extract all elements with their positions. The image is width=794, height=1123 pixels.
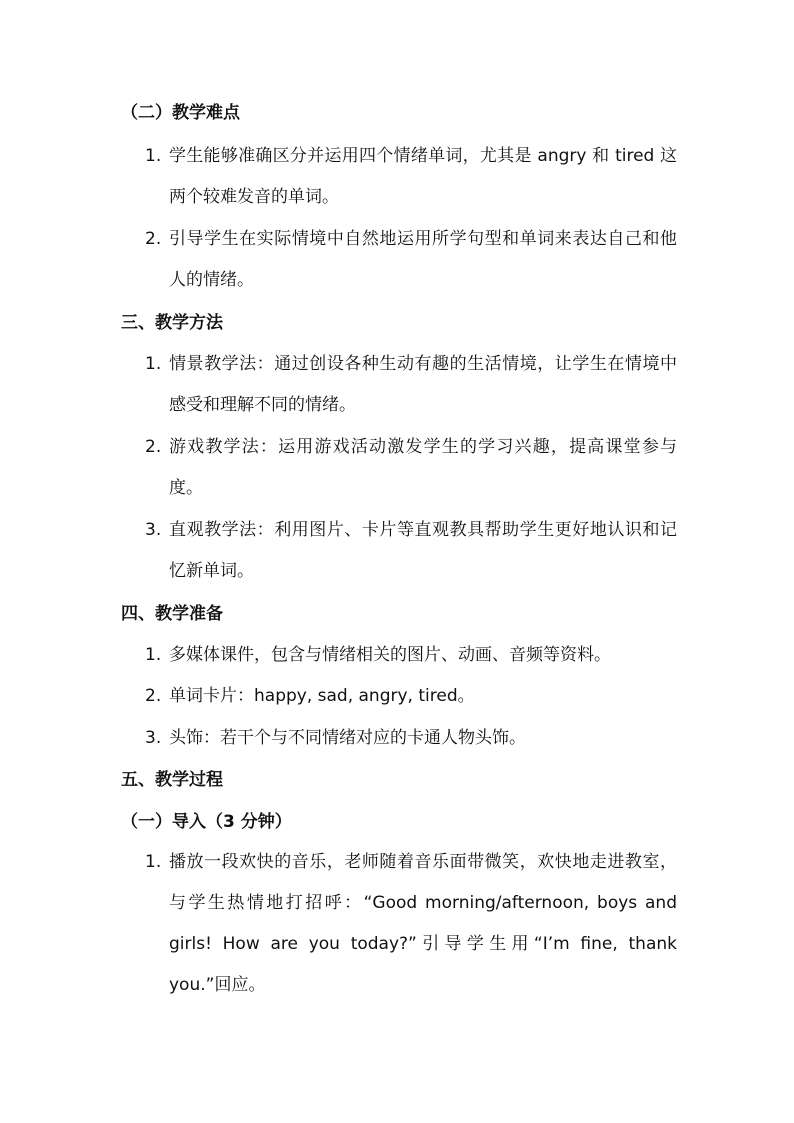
list-item-number: 1. xyxy=(145,852,162,872)
list-item xyxy=(145,344,677,426)
section-heading: （一）导入（3 分钟） xyxy=(121,812,292,832)
section-heading: 五、教学过程 xyxy=(121,770,223,790)
list-item-text: 学生能够准确区分并运用四个情绪单词，尤其是 angry 和 tired 这两个较难发音的单词。 xyxy=(169,146,677,207)
list-item-text: 播放一段欢快的音乐，老师随着音乐面带微笑，欢快地走进教室，与学生热情地打招呼：“Good morning/afternoon, boys and girls! How are you today?”引导学生用“I’m fine, thank you.”回应。 xyxy=(169,852,677,995)
list-item xyxy=(145,427,677,509)
list-item-text: 游戏教学法：运用游戏活动激发学生的学习兴趣，提高课堂参与度。 xyxy=(169,437,677,498)
section-heading: 三、教学方法 xyxy=(121,313,223,333)
list-item xyxy=(145,842,677,1006)
section-heading: 四、教学准备 xyxy=(121,604,223,624)
list-item-text: 单词卡片：happy, sad, angry, tired。 xyxy=(169,686,475,706)
list-item xyxy=(145,635,677,676)
list-item-text: 头饰：若干个与不同情绪对应的卡通人物头饰。 xyxy=(169,728,526,748)
list-item xyxy=(145,136,677,218)
list-item-number: 2. xyxy=(145,686,162,706)
list-item-number: 2. xyxy=(145,437,162,457)
list-item-text: 直观教学法：利用图片、卡片等直观教具帮助学生更好地认识和记忆新单词。 xyxy=(169,520,677,581)
list-item-number: 2. xyxy=(145,229,162,249)
list-item-text: 情景教学法：通过创设各种生动有趣的生活情境，让学生在情境中感受和理解不同的情绪。 xyxy=(169,354,677,415)
list-item-number: 3. xyxy=(145,520,162,540)
list-item xyxy=(145,219,677,301)
list-item-number: 1. xyxy=(145,645,162,665)
list-item-number: 1. xyxy=(145,354,162,374)
list-item-number: 3. xyxy=(145,728,162,748)
list-item xyxy=(145,676,677,717)
section-heading: （二）教学难点 xyxy=(121,103,240,123)
list-item-text: 多媒体课件，包含与情绪相关的图片、动画、音频等资料。 xyxy=(169,645,611,665)
list-item xyxy=(145,510,677,592)
list-item-number: 1. xyxy=(145,146,162,166)
list-item-text: 引导学生在实际情境中自然地运用所学句型和单词来表达自己和他人的情绪。 xyxy=(169,229,677,290)
list-item xyxy=(145,718,677,759)
